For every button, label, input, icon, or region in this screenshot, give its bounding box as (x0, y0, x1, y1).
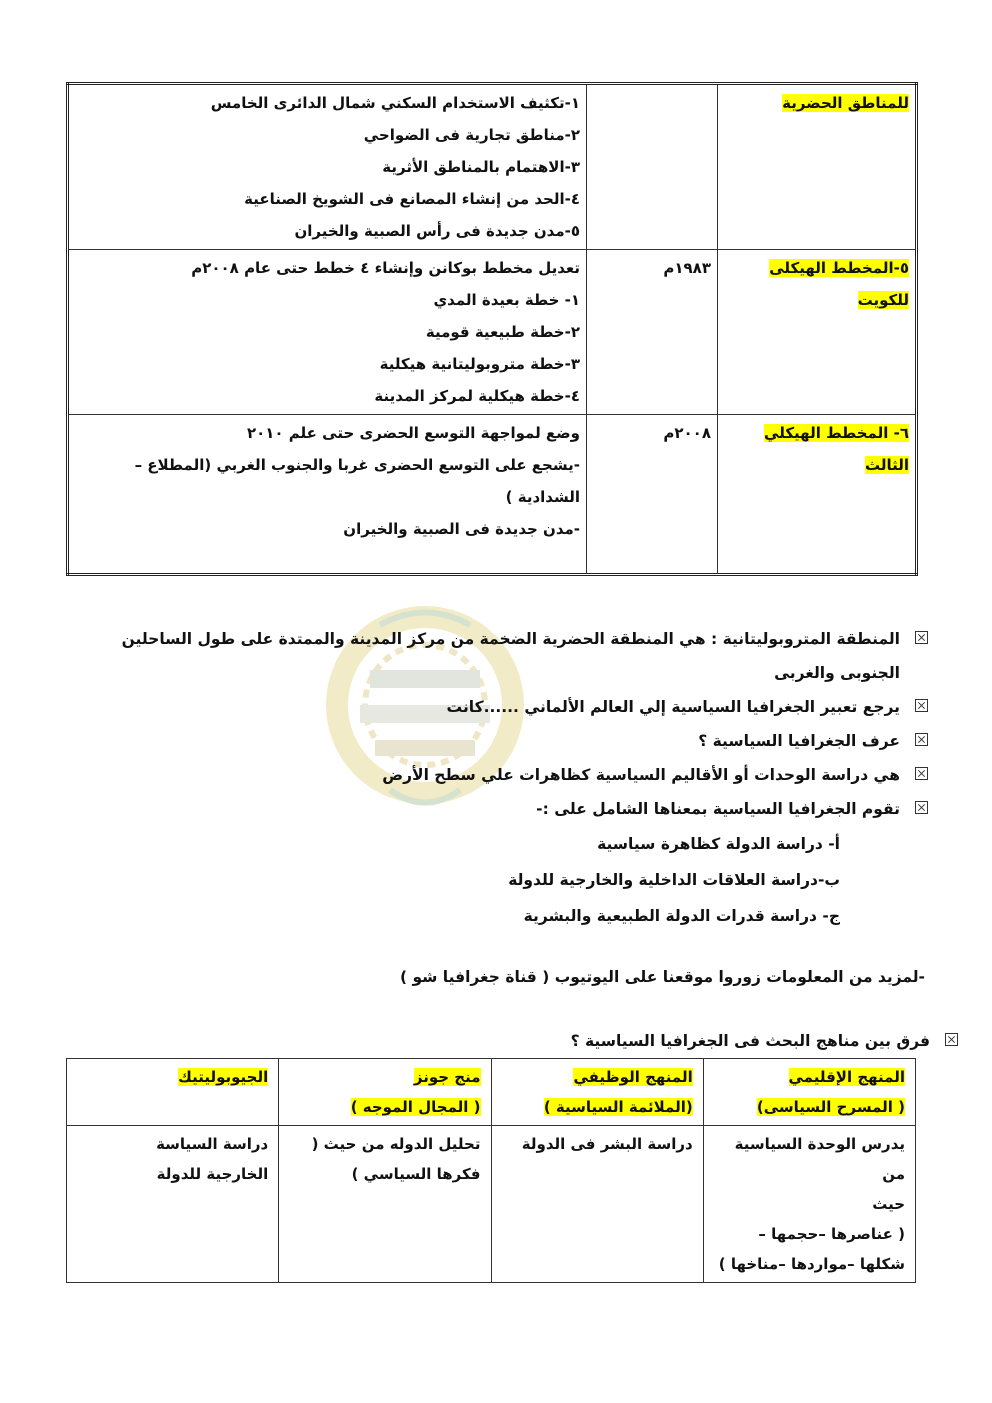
method-header (279, 1059, 491, 1126)
plan-year: ٢٠٠٨م (663, 424, 711, 442)
plan-year-cell (587, 415, 718, 575)
plan-name: الثالث (864, 456, 909, 474)
detail-line: ١-تكثيف الاستخدام السكني شمال الدائرى الخامس (210, 94, 580, 112)
desc-line: الخارجية للدولة (156, 1165, 269, 1183)
detail-line: الشدادية ) (505, 488, 580, 506)
detail-line: -يشجع على التوسع الحضرى غربا والجنوب الغربي (المطلاع – (134, 456, 580, 474)
detail-line: ٤-الحد من إنشاء المصانع فى الشويخ الصناعية (244, 190, 580, 208)
desc-line: تحليل الدوله من حيث ( (311, 1135, 481, 1153)
desc-line: ( عناصرها –حجمها – (758, 1225, 905, 1243)
checkbox-bullet-icon (915, 733, 928, 746)
methods-table (66, 1058, 916, 1283)
plan-details-cell (68, 250, 587, 415)
plans-table (66, 82, 918, 576)
detail-line: وضع لمواجهة التوسع الحضرى حتى علم ٢٠١٠ (246, 424, 580, 442)
question-text: فرق بين مناهج البحث فى الجغرافيا السياسية ؟ (570, 1032, 930, 1050)
method-title: المنهج الإقليمي (788, 1068, 905, 1086)
bullet-text: عرف الجغرافيا السياسية ؟ (698, 732, 900, 750)
checkbox-bullet-icon (915, 699, 928, 712)
bullet-text: المنطقة المتروبوليتانية : هي المنطقة الحضرية الضخمة من مركز المدينة والممتدة على طول الساحلين الجنوبى والغربى (121, 630, 900, 682)
table-row (68, 415, 917, 575)
detail-line: ٥-مدن جديدة فى رأس الصبية والخيران (294, 222, 580, 240)
table-row (67, 1126, 916, 1283)
method-subtitle: (الملائمة السياسية ) (543, 1098, 693, 1116)
bullet-list (80, 622, 930, 934)
sub-item: أ- دراسة الدولة كظاهرة سياسية (597, 835, 840, 853)
detail-line: -مدن جديدة فى الصبية والخيران (343, 520, 580, 538)
method-header (491, 1059, 703, 1126)
detail-line: ٢-خطة طبيعية قومية (425, 323, 580, 341)
detail-line: ١- خطة بعيدة المدي (433, 291, 580, 309)
plan-name: للكويت (857, 291, 909, 309)
desc-line: حيث (872, 1195, 905, 1213)
plan-year-cell (587, 250, 718, 415)
bullet-text: تقوم الجغرافيا السياسية بمعناها الشامل على :- (536, 800, 900, 818)
checkbox-bullet-icon (915, 801, 928, 814)
desc-line: فكرها السياسي ) (351, 1165, 481, 1183)
sub-item: ج- دراسة قدرات الدولة الطبيعية والبشرية (523, 907, 840, 925)
table-row (67, 1059, 916, 1126)
bullet-item (80, 622, 930, 690)
method-subtitle: ( المسرح السياسى) (756, 1098, 905, 1116)
method-desc (491, 1126, 703, 1283)
table-row (68, 250, 917, 415)
table-row (68, 84, 917, 250)
method-desc (67, 1126, 279, 1283)
method-title: منج جونز (413, 1068, 481, 1086)
sub-item: ب-دراسة العلاقات الداخلية والخارجية للدولة (508, 871, 840, 889)
bullet-item (80, 792, 930, 826)
desc-line: دراسة السياسة (156, 1135, 269, 1153)
method-desc (279, 1126, 491, 1283)
plan-name: ٥-المخطط الهيكلى (769, 259, 909, 277)
bullet-text: يرجع تعبير الجغرافيا السياسية إلي العالم الألماني ......كانت (446, 698, 900, 716)
plan-name: للمناطق الحضرية (782, 94, 909, 112)
detail-line: ٣-الاهتمام بالمناطق الأثرية (382, 158, 580, 176)
method-header (67, 1059, 279, 1126)
plan-name-cell (718, 415, 917, 575)
checkbox-bullet-icon (915, 631, 928, 644)
checkbox-bullet-icon (945, 1033, 958, 1046)
question-item (80, 1024, 960, 1058)
detail-line: ٤-خطة هيكلية لمركز المدينة (374, 387, 580, 405)
checkbox-bullet-icon (915, 767, 928, 780)
desc-line: شكلها –مواردها –مناخها ) (718, 1255, 905, 1273)
plan-details-cell (68, 415, 587, 575)
method-title: المنهج الوظيفي (573, 1068, 693, 1086)
bullet-item (80, 758, 930, 792)
plan-details-cell (68, 84, 587, 250)
detail-line: ٣-خطة متروبوليتانية هيكلية (379, 355, 580, 373)
plan-year-cell (587, 84, 718, 250)
bullet-text: هي دراسة الوحدات أو الأقاليم السياسية كظاهرات علي سطح الأرض (382, 766, 900, 784)
method-desc (703, 1126, 915, 1283)
desc-line: يدرس الوحدة السياسية من (734, 1135, 905, 1183)
plan-name-cell (718, 84, 917, 250)
youtube-note: -لمزيد من المعلومات زوروا موقعنا على اليوتيوب ( قناة جغرافيا شو ) (399, 968, 925, 986)
method-title: الجيوبوليتيك (178, 1068, 269, 1086)
plan-year: ١٩٨٣م (663, 259, 711, 277)
method-subtitle: ( المجال الموجه ) (350, 1098, 481, 1116)
detail-line: ٢-مناطق تجارية فى الضواحي (363, 126, 580, 144)
bullet-item (80, 724, 930, 758)
bullet-item (80, 690, 930, 724)
method-header (703, 1059, 915, 1126)
plan-name: ٦- المخطط الهيكلي (764, 424, 909, 442)
plan-name-cell (718, 250, 917, 415)
detail-line: تعديل مخطط بوكانن وإنشاء ٤ خطط حتى عام ٢٠٠٨م (191, 259, 580, 277)
desc-line: دراسة البشر فى الدولة (521, 1135, 693, 1153)
